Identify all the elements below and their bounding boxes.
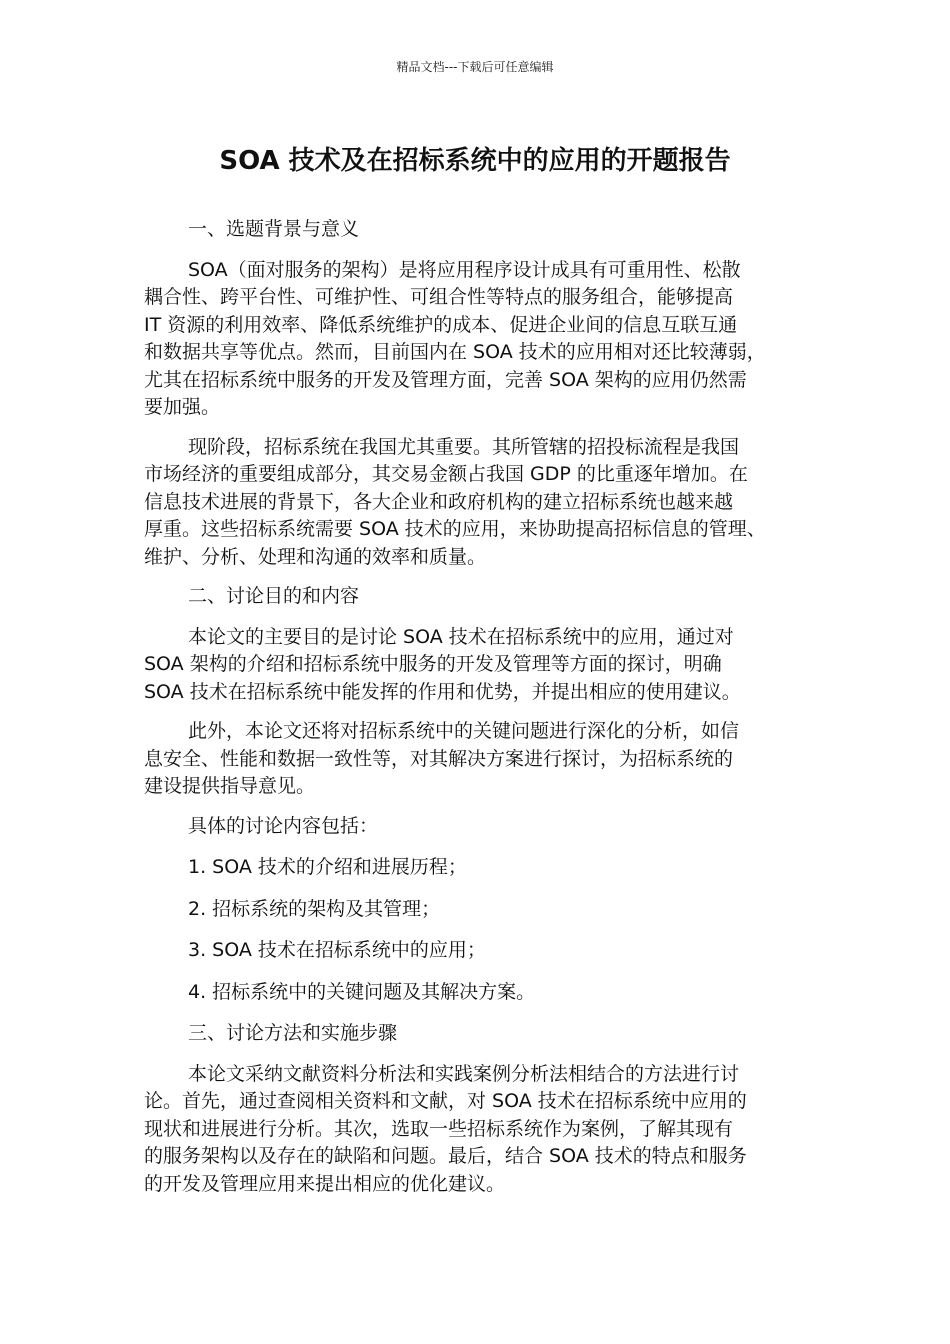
- text-line: 现状和进展进行分析。其次，选取一些招标系统作为案例，了解其现有: [144, 1117, 734, 1140]
- text-line: SOA 架构的介绍和招标系统中服务的开发及管理等方面的探讨，明确: [144, 653, 722, 675]
- document-title: SOA 技术及在招标系统中的应用的开题报告: [219, 146, 731, 176]
- text-line: 论。首先，通过查阅相关资料和文献，对 SOA 技术在招标系统中应用的: [144, 1090, 747, 1112]
- section-heading-1: 一、选题背景与意义: [188, 218, 360, 240]
- paragraph-method: [144, 1061, 808, 1199]
- header-watermark: 精品文档---下载后可任意编辑: [396, 60, 554, 74]
- document-body: [144, 216, 808, 1210]
- text-line: 息安全、性能和数据一致性等，对其解决方案进行探讨，为招标系统的: [144, 747, 734, 770]
- text-line: 耦合性、跨平台性、可维护性、可组合性等特点的服务组合，能够提高: [144, 286, 734, 308]
- list-intro: 具体的讨论内容包括：: [188, 814, 379, 837]
- text-line: 建设提供指导意见。: [144, 775, 316, 797]
- text-line: 信息技术进展的背景下，各大企业和政府机构的建立招标系统也越来越: [144, 490, 734, 513]
- list-item: 2. 招标系统的架构及其管理；: [188, 897, 441, 920]
- list-item: 3. SOA 技术在招标系统中的应用；: [188, 939, 486, 961]
- text-line: 的服务架构以及存在的缺陷和问题。最后，结合 SOA 技术的特点和服务: [144, 1145, 747, 1167]
- text-line: 维护、分析、处理和沟通的效率和质量。: [144, 545, 487, 568]
- text-line: 本论文的主要目的是讨论 SOA 技术在招标系统中的应用，通过对: [188, 625, 734, 648]
- text-line: 和数据共享等优点。然而，目前国内在 SOA 技术的应用相对还比较薄弱，: [144, 341, 766, 363]
- list-item: 1. SOA 技术的介绍和进展历程；: [188, 856, 467, 878]
- text-line: 厚重。这些招标系统需要 SOA 技术的应用，来协助提高招标信息的管理、: [144, 518, 766, 540]
- list-item: 4. 招标系统中的关键问题及其解决方案。: [188, 980, 536, 1003]
- text-line: IT 资源的利用效率、降低系统维护的成本、促进企业间的信息互联互通: [144, 313, 738, 336]
- text-line: 本论文采纳文献资料分析法和实践案例分析法相结合的方法进行讨: [188, 1062, 740, 1085]
- section-heading-2: 二、讨论目的和内容: [188, 585, 360, 607]
- paragraph-additional: [144, 718, 808, 801]
- text-line: 尤其在招标系统中服务的开发及管理方面，完善 SOA 架构的应用仍然需: [144, 368, 747, 391]
- section-heading-3: 三、讨论方法和实施步骤: [188, 1022, 398, 1044]
- text-line: 此外，本论文还将对招标系统中的关键问题进行深化的分析，如信: [188, 720, 740, 742]
- text-line: 要加强。: [144, 396, 221, 418]
- paragraph-current-status: [144, 434, 808, 572]
- text-line: 的开发及管理应用来提出相应的优化建议。: [144, 1172, 506, 1195]
- paragraph-background: [144, 257, 808, 422]
- text-line: SOA（面对服务的架构）是将应用程序设计成具有可重用性、松散: [188, 258, 741, 281]
- text-line: 市场经济的重要组成部分，其交易金额占我国 GDP 的比重逐年增加。在: [144, 463, 748, 485]
- text-line: 现阶段，招标系统在我国尤其重要。其所管辖的招投标流程是我国: [188, 435, 740, 458]
- text-line: SOA 技术在招标系统中能发挥的作用和优势，并提出相应的使用建议。: [144, 680, 741, 703]
- paragraph-purpose: [144, 624, 808, 707]
